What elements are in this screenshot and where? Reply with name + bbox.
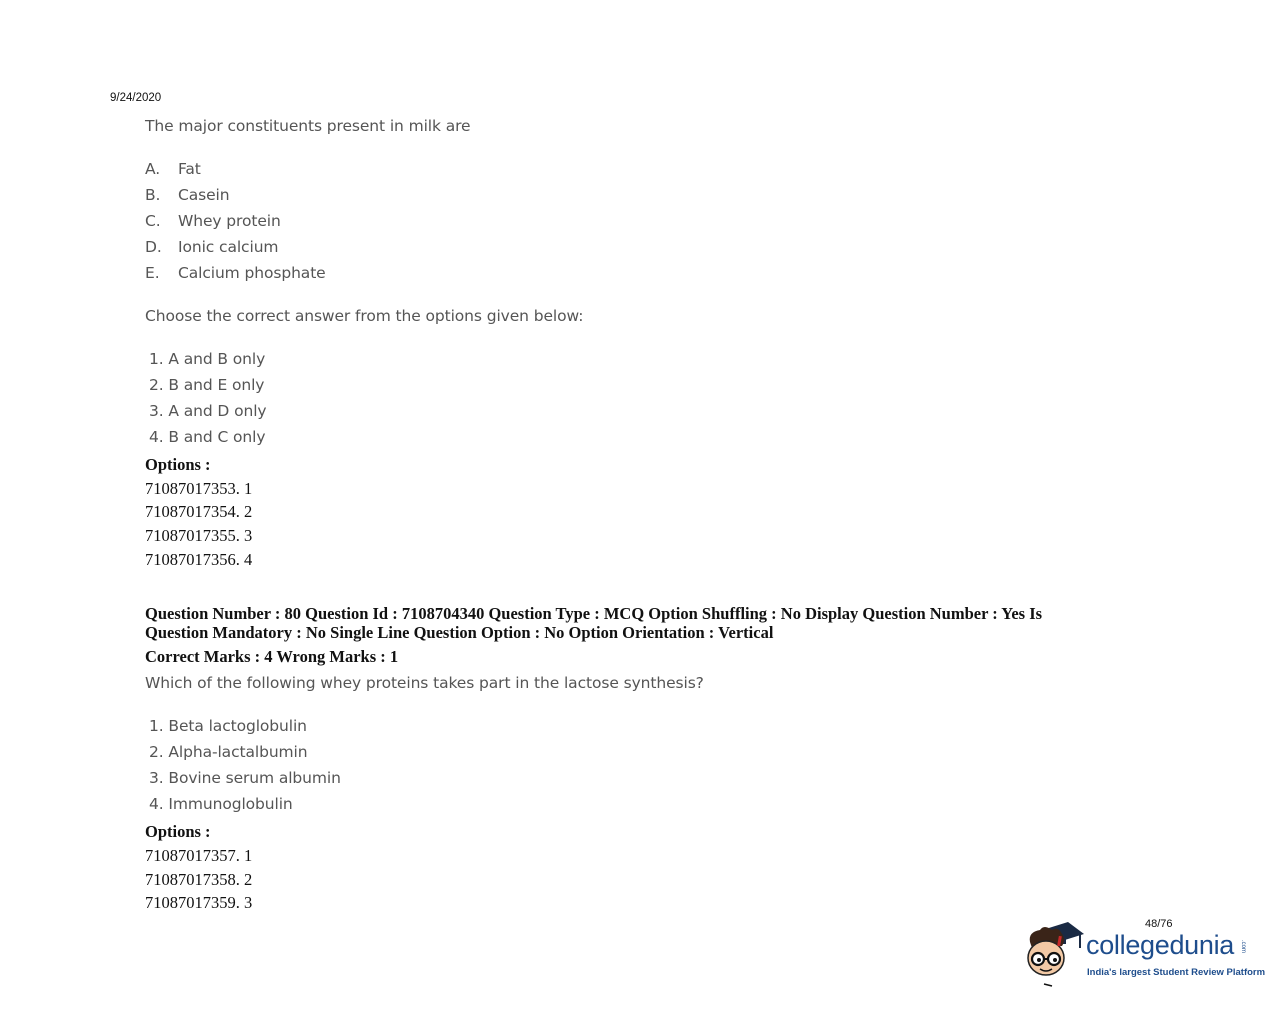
option-id: 71087017355. 3 [145, 526, 253, 545]
question-meta: Question Mandatory : No Single Line Question Option : No Option Orientation : Vertical [145, 623, 774, 642]
question-meta: Question Number : 80 Question Id : 7108704340 Question Type : MCQ Option Shuffling : No Display Question Number : Yes Is [145, 604, 1043, 623]
answer-choice: 2. Alpha-lactalbumin [149, 743, 308, 761]
statement-item [145, 238, 278, 256]
brand-name: collegedunia [1086, 930, 1235, 960]
answer-choice: 4. B and C only [149, 428, 266, 446]
statement-text: Calcium phosphate [178, 264, 326, 282]
question-text: The major constituents present in milk are [145, 117, 471, 135]
answer-choice: 4. Immunoglobulin [149, 795, 293, 813]
statement-item [145, 212, 281, 230]
print-date: 9/24/2020 [110, 92, 162, 104]
answer-choice: 1. Beta lactoglobulin [149, 717, 307, 735]
page-number: 48/76 [1145, 918, 1173, 930]
option-id: 71087017357. 1 [145, 846, 253, 865]
statement-text: Whey protein [178, 212, 281, 230]
question-marks: Correct Marks : 4 Wrong Marks : 1 [145, 647, 399, 666]
mascot-logo-icon [1022, 918, 1086, 994]
question-text: Which of the following whey proteins takes part in the lactose synthesis? [145, 674, 704, 692]
options-label: Options : [145, 455, 211, 474]
option-id: 71087017354. 2 [145, 502, 253, 521]
brand-suffix: .com [1240, 940, 1246, 954]
instruction-text: Choose the correct answer from the options given below: [145, 307, 584, 325]
statement-letter: A. [145, 160, 161, 178]
options-label: Options : [145, 822, 211, 841]
statement-letter: E. [145, 264, 160, 282]
statement-text: Ionic calcium [178, 238, 279, 256]
brand-tagline: India's largest Student Review Platform [1087, 967, 1266, 978]
statement-item [145, 160, 201, 178]
statement-text: Fat [178, 160, 201, 178]
statement-letter: C. [145, 212, 161, 230]
statement-item [145, 186, 229, 204]
answer-choice: 2. B and E only [149, 376, 265, 394]
option-id: 71087017358. 2 [145, 870, 253, 889]
statement-item [145, 264, 326, 282]
answer-choice: 1. A and B only [149, 350, 266, 368]
option-id: 71087017356. 4 [145, 550, 253, 569]
statement-letter: B. [145, 186, 161, 204]
answer-choice: 3. A and D only [149, 402, 267, 420]
answer-choice: 3. Bovine serum albumin [149, 769, 341, 787]
statement-text: Casein [178, 186, 230, 204]
option-id: 71087017359. 3 [145, 893, 253, 912]
statement-letter: D. [145, 238, 162, 256]
option-id: 71087017353. 1 [145, 479, 253, 498]
